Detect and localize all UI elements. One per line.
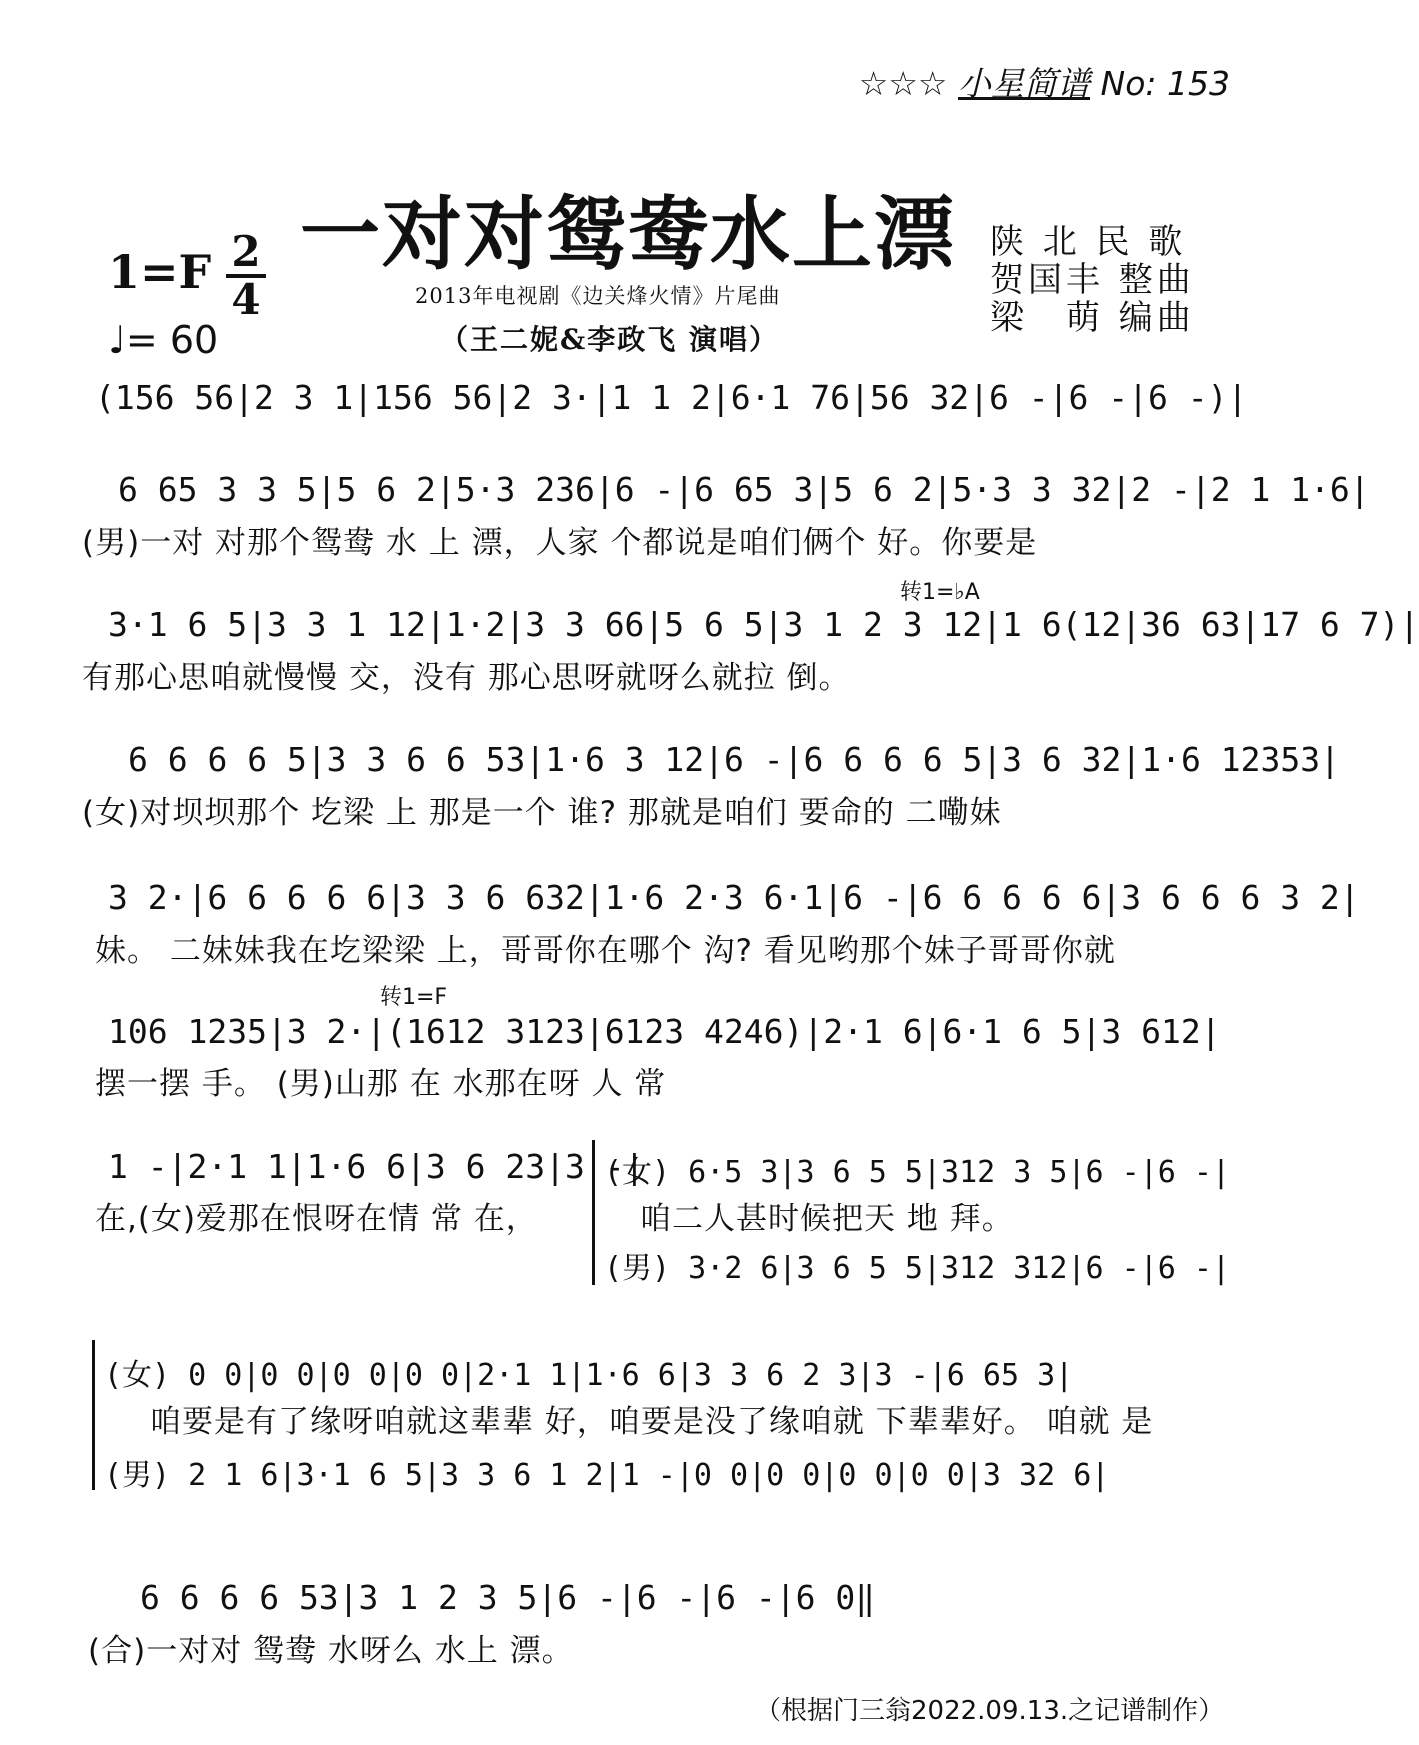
notation-line-1: (156 56|2 3 1|156 56|2 3·|1 1 2|6·1 76|56 32|6 -|6 -|6 -)| [95,378,1248,417]
credit-arranger: 贺国丰 整曲 [990,260,1195,300]
notation-line-10: (女) 0 0|0 0|0 0|0 0|2·1 1|1·6 6|3 3 6 2 3|3 -|6 65 3| [104,1358,1074,1393]
credit-origin: 陕 北 民 歌 [990,222,1187,262]
subtitle: 2013年电视剧《边关烽火情》片尾曲 [415,284,781,308]
song-title: 一对对鸳鸯水上漂 [300,187,956,281]
footer-note: （根据门三翁2022.09.13.之记谱制作） [755,1696,1225,1726]
notation-line-6: 106 1235|3 2·|(1612 3123|6123 4246)|2·1 6|6·1 6 5|3 612| [108,1012,1221,1051]
time-signature-top: 2 [231,227,261,276]
key-signature: 1=F [108,245,212,299]
notation-line-2: 6 65 3 3 5|5 6 2|5·3 236|6 -|6 65 3|5 6 2|5·3 3 32|2 -|2 1 1·6| [118,470,1370,509]
notation-line-5: 3 2·|6 6 6 6 6|3 3 6 632|1·6 2·3 6·1|6 -|6 6 6 6 6|3 6 6 6 3 2| [108,878,1360,917]
duet-bracket-1 [592,1140,595,1285]
lyrics-line-6: 摆一摆 手。 (男)山那 在 水那在呀 人 常 [95,1066,667,1102]
lyrics-line-12: (合)一对对 鸳鸯 水呀么 水上 漂。 [88,1633,574,1669]
modulation-2: 转1=F [380,985,448,1010]
credit-orchestrator: 梁 萌 编曲 [990,298,1195,338]
notation-line-9: (男) 3·2 6|3 6 5 5|312 312|6 -|6 -| [604,1251,1231,1286]
notation-line-12: 6 6 6 6 53|3 1 2 3 5|6 -|6 -|6 -|6 0‖ [140,1578,876,1617]
stars: ☆☆☆ [858,64,948,103]
time-signature [226,227,266,324]
lyrics-line-8: 咱二人甚时候把天 地 拜。 [640,1201,1014,1237]
notation-line-3: 3·1 6 5|3 3 1 12|1·2|3 3 66|5 6 5|3 1 2 3 12|1 6(12|36 63|17 6 7)| [108,605,1419,644]
notation-line-7: 1 -|2·1 1|1·6 6|3 6 23|3 -| [108,1147,645,1186]
time-signature-bottom: 4 [231,275,261,324]
lyrics-line-3: 有那心思咱就慢慢 交，没有 那心思呀就呀么就拉 倒。 [82,660,851,696]
lyrics-line-4: (女)对坝坝那个 圪梁 上 那是一个 谁? 那就是咱们 要命的 二嘞妹 [82,795,1002,831]
lyrics-line-7: 在,(女)爱那在恨呀在情 常 在， [95,1201,538,1237]
duet-bracket-2 [92,1340,95,1490]
lyrics-line-5: 妹。 二妹妹我在圪梁梁 上，哥哥你在哪个 沟? 看见哟那个妹子哥哥你就 [95,933,1116,969]
singers: （王二妮&李政飞 演唱） [440,323,780,356]
lyrics-line-2: (男)一对 对那个鸳鸯 水 上 漂，人家 个都说是咱们俩个 好。你要是 [82,525,1038,561]
lyrics-line-10: 咱要是有了缘呀咱就这辈辈 好，咱要是没了缘咱就 下辈辈好。 咱就 是 [150,1404,1154,1440]
notation-line-4: 6 6 6 6 5|3 3 6 6 53|1·6 3 12|6 -|6 6 6 6 5|3 6 32|1·6 12353| [128,740,1340,779]
tempo-marking: ♩= 60 [108,318,219,362]
brand: 小星简谱 [958,64,1091,103]
notation-line-8: (女) 6·5 3|3 6 5 5|312 3 5|6 -|6 -| [604,1155,1231,1190]
score-number: No: 153 [1100,64,1230,103]
notation-line-11: (男) 2 1 6|3·1 6 5|3 3 6 1 2|1 -|0 0|0 0|0 0|0 0|3 32 6| [104,1458,1110,1493]
header [859,58,1230,105]
modulation-1: 转1=♭A [900,580,980,605]
